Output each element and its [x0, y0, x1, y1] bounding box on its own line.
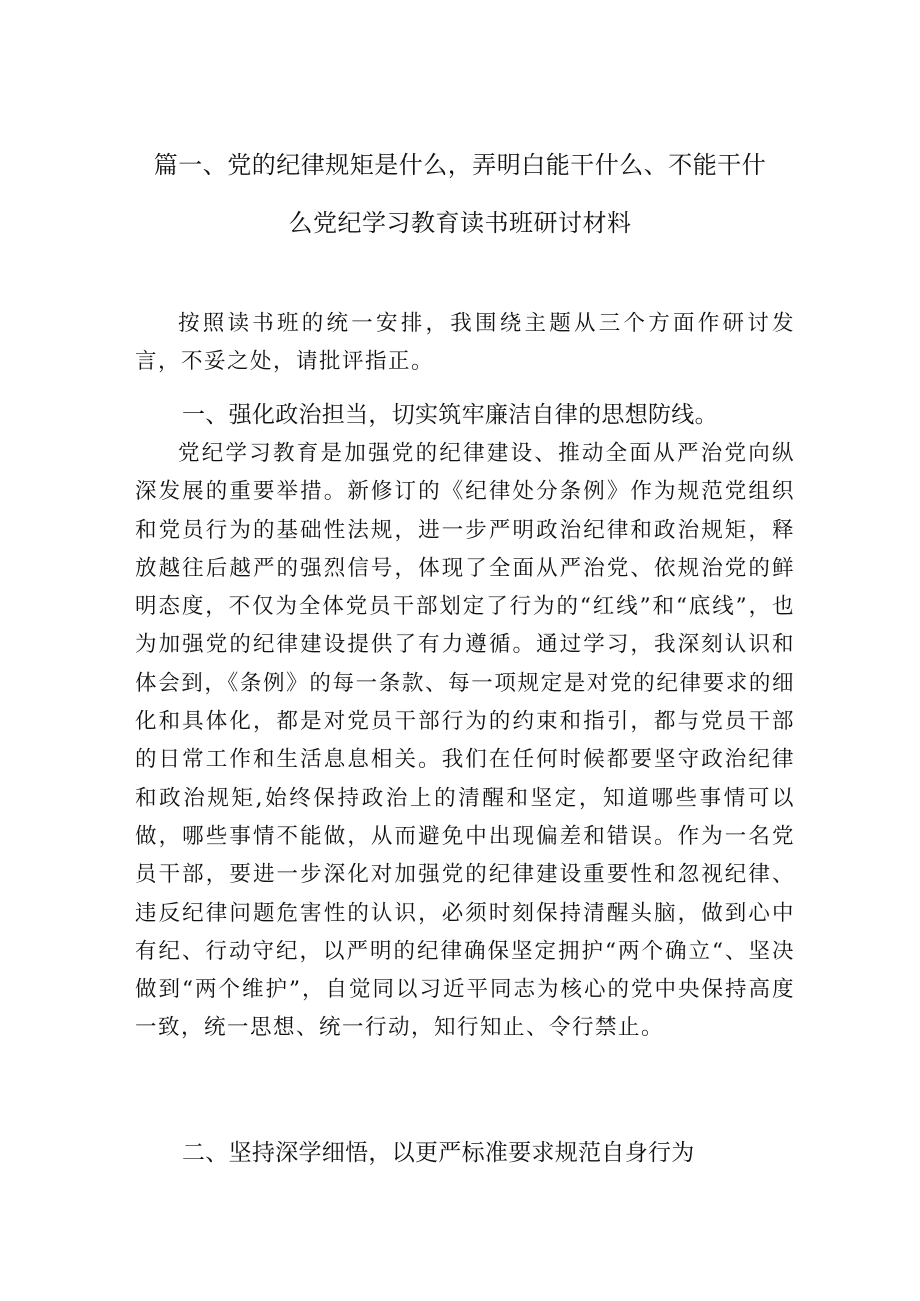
section-1-heading: 一、强化政治担当，切实筑牢廉洁自律的思想防线。: [182, 402, 718, 428]
section-1-body: 党纪学习教育是加强党的纪律建设、推动全面从严治党向纵深发展的重要举措。新修订的《纪律处分条例》作为规范党组织和党员行为的基础性法规，进一步严明政治纪律和政治规矩，释放越往后越严的强烈信号，体现了全面从严治党、依规治党的鲜明态度，不仅为全体党员干部划定了行为的“红线”和“底线”，也为加强党的纪律建设提供了有力遵循。通过学习，我深刻认识和体会到，《条例》的每一条款、每一项规定是对党的纪律要求的细化和具体化，都是对党员干部行为的约束和指引，都与党员干部的日常工作和生活息息相关。我们在任何时候都要坚守政治纪律和政治规矩,始终保持政治上的清醒和坚定，知道哪些事情可以做，哪些事情不能做，从而避免中出现偏差和错误。作为一名党员干部，要进一步深化对加强党的纪律建设重要性和忽视纪律、违反纪律问题危害性的认识，必须时刻保持清醒头脑，做到心中有纪、行动守纪，以严明的纪律确保坚定拥护“两个确立“、坚决做到“两个维护”，自觉同以习近平同志为核心的党中央保持高度一致，统一思想、统一行动，知行知止、令行禁止。: [135, 441, 795, 1041]
document-title-line-1: 篇一、党的纪律规矩是什么，弄明白能干什么、不能干什: [153, 151, 767, 179]
section-2-heading: 二、坚持深学细悟，以更严标准要求规范自身行为: [182, 1140, 695, 1166]
document-title-line-2: 么党纪学习教育读书班研讨材料: [288, 209, 632, 237]
intro-paragraph: 按照读书班的统一安排，我围绕主题从三个方面作研讨发言，不妥之处，请批评指正。: [135, 311, 795, 375]
